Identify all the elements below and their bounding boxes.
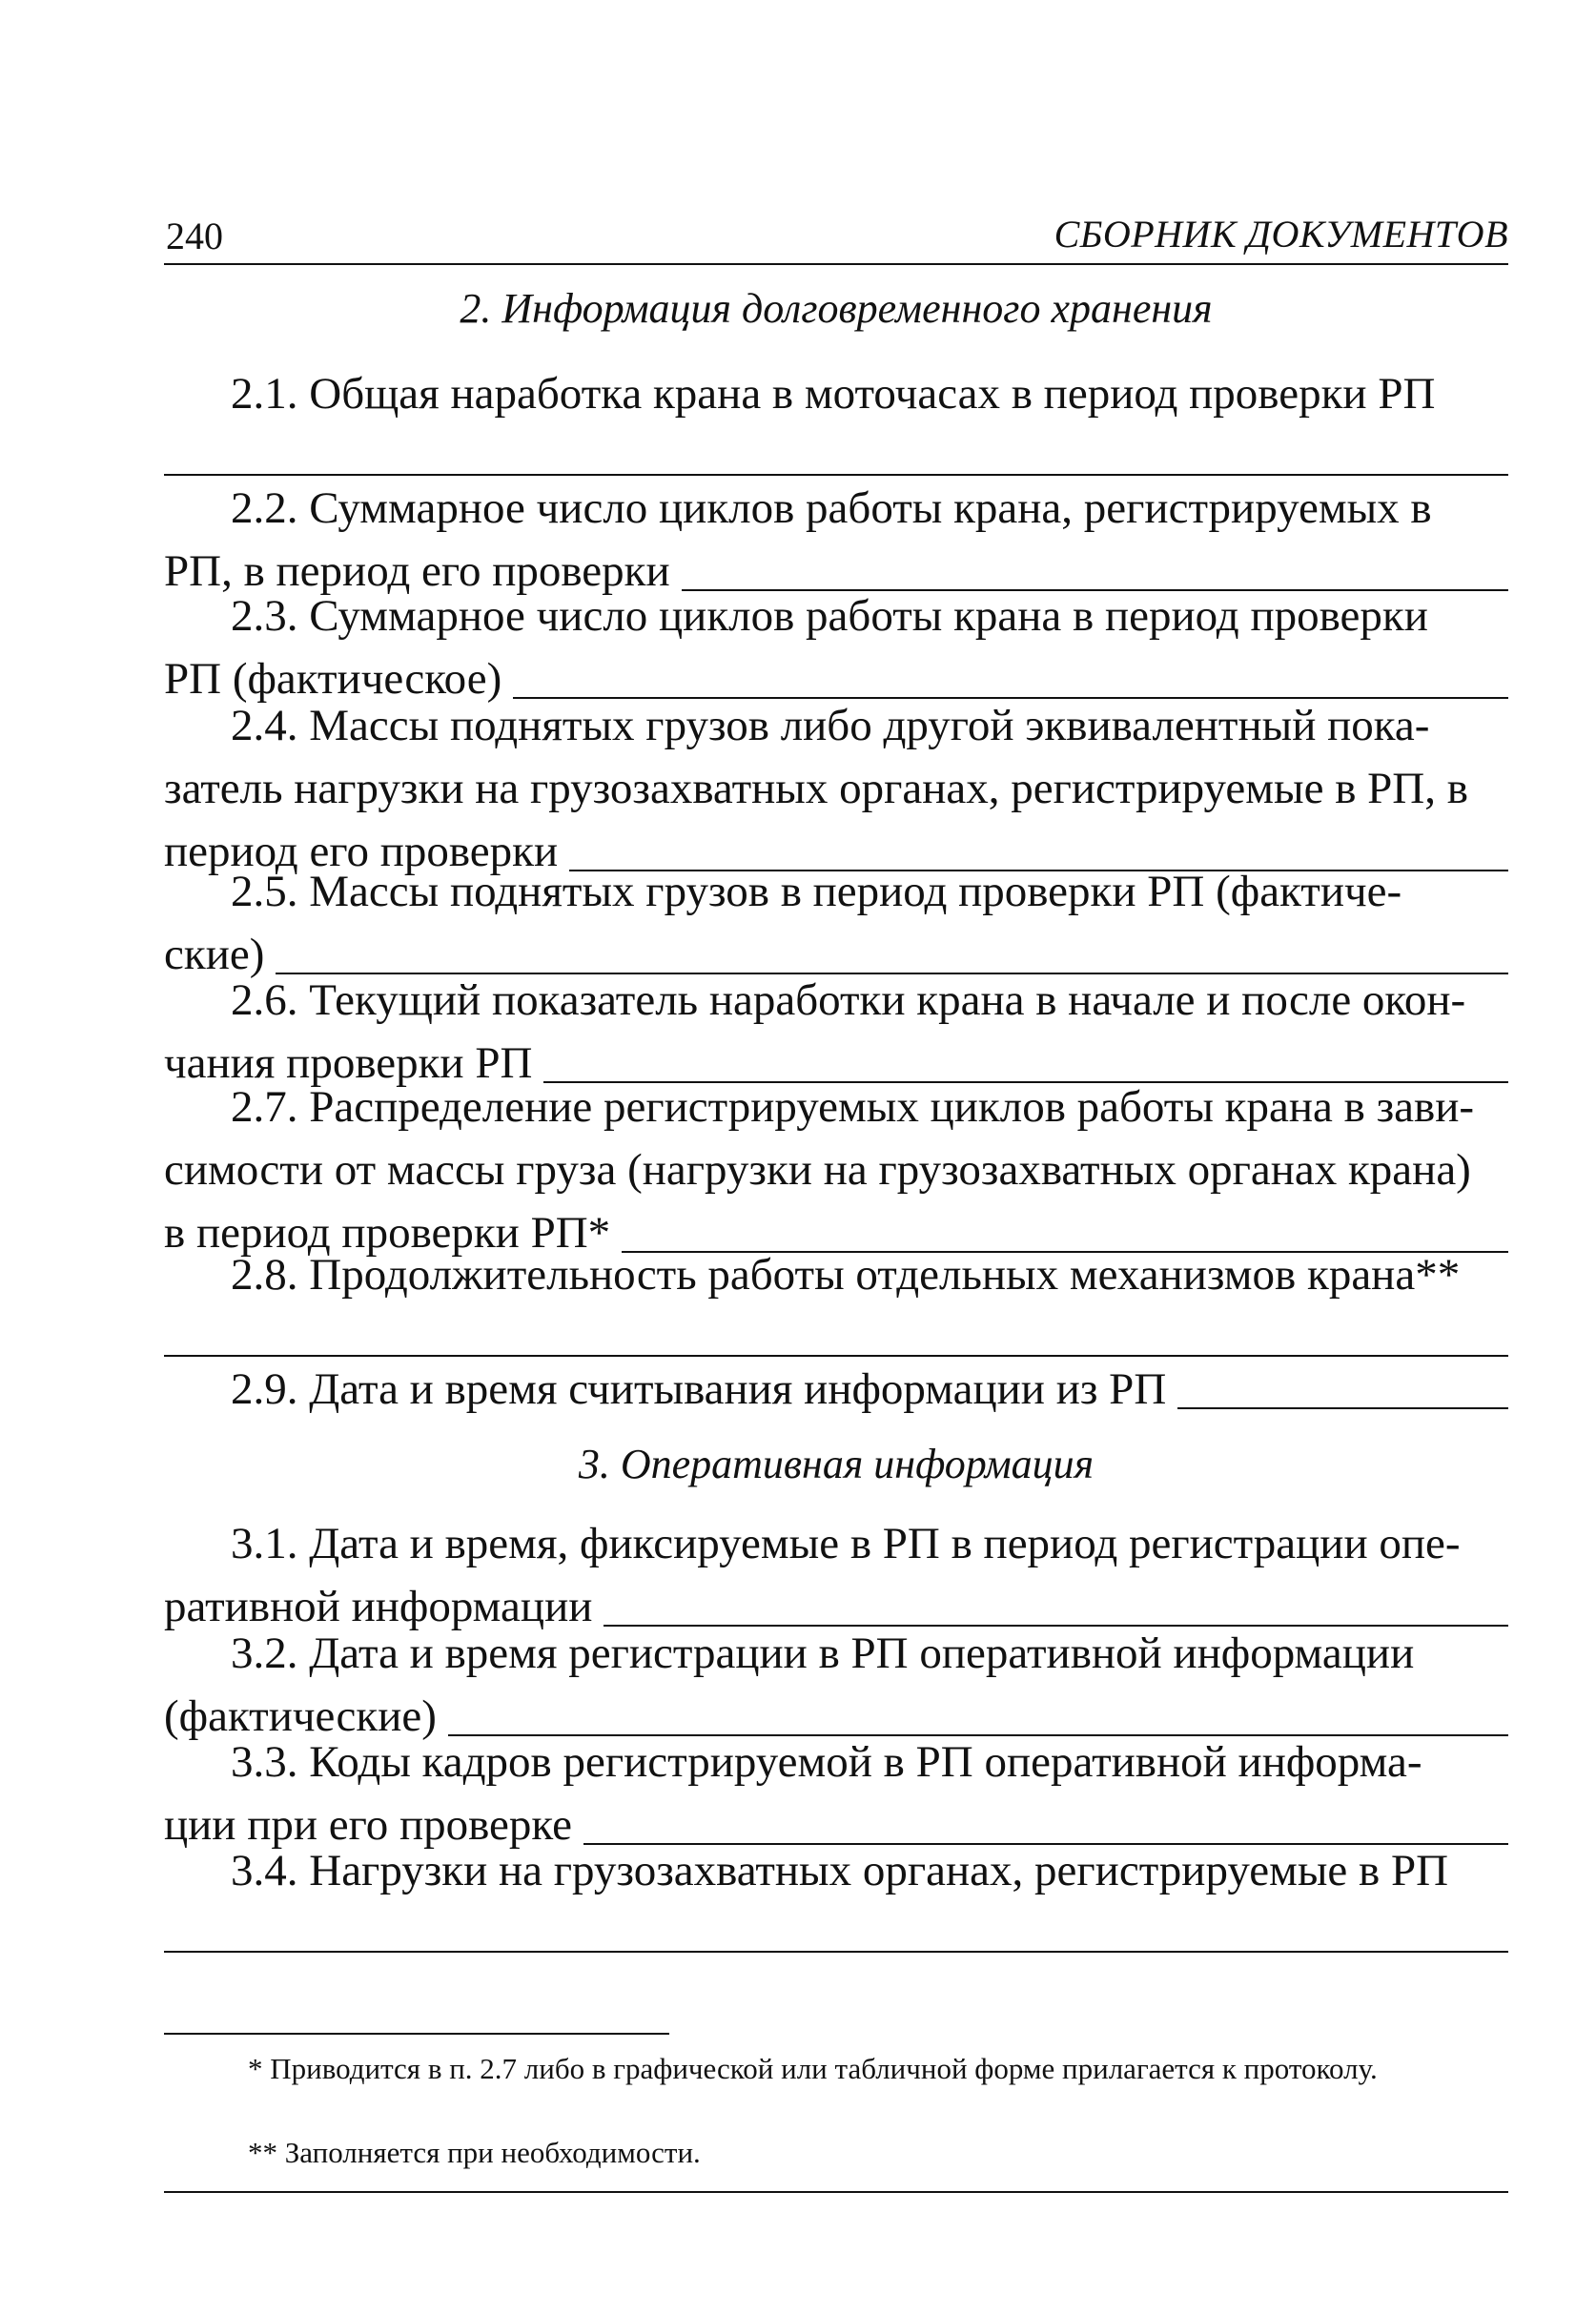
item-text: 2.5. Массы поднятых грузов в период проверки РП (фактиче- [231,867,1402,916]
item-text: 2.3. Суммарное число циклов работы крана в период проверки [231,591,1428,641]
page-header [164,212,1508,265]
item-3-3 [164,1731,1508,1856]
fill-in-line-2-3[interactable] [513,647,1508,699]
item-text: 2.9. Дата и время считывания информации из РП [231,1364,1167,1414]
item-text: симости от массы груза (нагрузки на грузозахватных органах крана) [164,1145,1471,1195]
section-heading-3: 3. Оперативная информация [578,1441,1095,1487]
item-text: (фактические) [164,1691,437,1741]
item-2-4 [164,694,1508,883]
fill-in-line-3-3[interactable] [583,1793,1508,1845]
item-text: РП (фактическое) [164,654,502,704]
footnote-rule [164,2033,669,2035]
item-2-7 [164,1076,1508,1264]
item-text: 2.2. Суммарное число циклов работы крана, регистрируемых в [231,483,1432,533]
item-2-3 [164,584,1508,710]
footnote-1: * Приводится в п. 2.7 либо в графической или табличной форме прилагается к протоколу. [248,2052,1378,2085]
running-title: СБОРНИК ДОКУМЕНТОВ [1054,213,1508,256]
fill-in-line-2-2[interactable] [682,540,1508,591]
item-text: ративной информации [164,1582,593,1631]
item-2-8 [164,1243,1508,1306]
item-text: 3.1. Дата и время, фиксируемые в РП в период регистрации опе- [231,1519,1461,1568]
fill-in-line-3-2[interactable] [448,1685,1508,1736]
bottom-rule [164,2191,1508,2193]
item-text: чания проверки РП [164,1038,533,1088]
fill-in-line-2-1[interactable] [164,474,1508,476]
item-text: 3.2. Дата и время регистрации в РП оперативной информации [231,1629,1415,1678]
page-number: 240 [166,215,223,257]
item-text: в период проверки РП* [164,1208,611,1258]
item-2-5 [164,860,1508,986]
item-text: 2.4. Массы поднятых грузов либо другой эквивалентный пока- [231,701,1430,750]
item-text: 2.6. Текущий показатель наработки крана в начале и после окон- [231,975,1466,1025]
item-text: ские) [164,930,265,979]
fill-in-line-3-1[interactable] [604,1575,1508,1627]
section-heading-2: 2. Информация долговременного хранения [460,285,1213,332]
fill-in-line-2-9[interactable] [1177,1358,1508,1409]
footnote-2: ** Заполняется при необходимости. [248,2136,701,2169]
item-2-9 [164,1358,1508,1421]
fill-in-line-2-8[interactable] [164,1355,1508,1357]
item-3-1 [164,1512,1508,1638]
item-3-2 [164,1622,1508,1748]
fill-in-line-2-5[interactable] [276,923,1508,974]
item-text: 3.4. Нагрузки на грузозахватных органах, регистрируемые в РП [231,1846,1449,1895]
item-text: затель нагрузки на грузозахватных органах, регистрируемые в РП, в [164,764,1468,813]
item-text: 3.3. Коды кадров регистрируемой в РП оперативной информа- [231,1737,1422,1787]
item-2-1 [164,362,1508,425]
item-3-4 [164,1839,1508,1902]
item-text: РП, в период его проверки [164,546,670,596]
item-text: ции при его проверке [164,1800,572,1850]
item-text: 2.8. Продолжительность работы отдельных механизмов крана** [231,1250,1461,1300]
item-text: период его проверки [164,827,559,876]
fill-in-line-3-4[interactable] [164,1951,1508,1953]
item-text: 2.1. Общая наработка крана в моточасах в период проверки РП [231,369,1436,419]
item-text: 2.7. Распределение регистрируемых циклов работы крана в зави- [231,1082,1474,1132]
